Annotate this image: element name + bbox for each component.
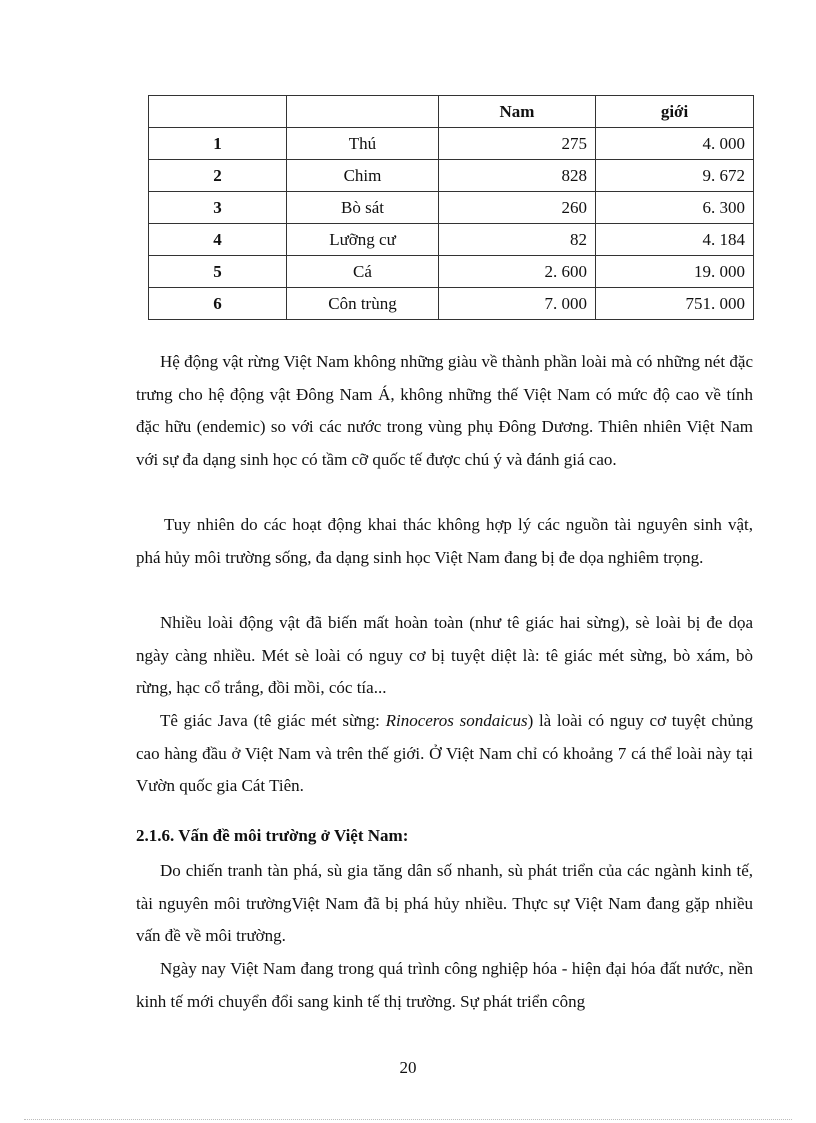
row-index: 6 xyxy=(149,288,287,320)
row-index: 1 xyxy=(149,128,287,160)
row-index: 5 xyxy=(149,256,287,288)
row-name: Cá xyxy=(287,256,439,288)
header-cell-world: giới xyxy=(596,96,754,128)
row-name: Thú xyxy=(287,128,439,160)
row-world-count: 4. 000 xyxy=(596,128,754,160)
row-vietnam-count: 260 xyxy=(439,192,596,224)
paragraph-environment-issues: Do chiến tranh tàn phá, sù gia tăng dân số nhanh, sù phát triển của các ngành kinh tế, tài nguyên môi trườngViệt Nam đã bị phá hủy nhiều. Thực sự Việt Nam đang gặp nhiều vấn đề về môi trường. xyxy=(136,861,753,946)
table-header-row xyxy=(149,96,754,128)
paragraph-endangered-species: Nhiều loài động vật đã biến mất hoàn toàn (như tê giác hai sừng), sè loài bị đe dọa ngày càng nhiều. Mét sè loài có nguy cơ bị tuyệt diệt là: tê giác mét sừng, bò xám, bò rừng, hạc cổ trắng, đồi mồi, cóc tía... xyxy=(136,613,753,698)
paragraph-threats: Tuy nhiên do các hoạt động khai thác không hợp lý các nguồn tài nguyên sinh vật, phá hủy môi trường sống, đa dạng sinh học Việt Nam đang bị đe dọa nghiêm trọng. xyxy=(136,515,753,567)
row-world-count: 751. 000 xyxy=(596,288,754,320)
row-world-count: 6. 300 xyxy=(596,192,754,224)
row-world-count: 9. 672 xyxy=(596,160,754,192)
header-cell-vietnam: Nam xyxy=(439,96,596,128)
table-row xyxy=(149,256,754,288)
table-row xyxy=(149,128,754,160)
header-cell-index xyxy=(149,96,287,128)
paragraph-fauna-diversity: Hệ động vật rừng Việt Nam không những giàu về thành phần loài mà có những nét đặc trưng cho hệ động vật Đông Nam Á, không những thế Việt Nam có mức độ cao về tính đặc hữu (endemic) so với các nước trong vùng phụ Đông Dương. Thiên nhiên Việt Nam với sự đa dạng sinh học có tầm cỡ quốc tế được chú ý và đánh giá cao. xyxy=(136,352,753,469)
row-vietnam-count: 2. 600 xyxy=(439,256,596,288)
table-row xyxy=(149,160,754,192)
row-vietnam-count: 275 xyxy=(439,128,596,160)
header-cell-name xyxy=(287,96,439,128)
row-world-count: 19. 000 xyxy=(596,256,754,288)
row-name: Chim xyxy=(287,160,439,192)
paragraph-java-rhino xyxy=(136,705,753,803)
section-heading: 2.1.6. Vấn đề môi trường ở Việt Nam: xyxy=(136,826,409,845)
row-name: Bò sát xyxy=(287,192,439,224)
java-rhino-text-start: Tê giác Java (tê giác mét sừng: xyxy=(160,711,386,730)
row-vietnam-count: 82 xyxy=(439,224,596,256)
species-table xyxy=(148,95,754,320)
page-number: 20 xyxy=(399,1058,417,1077)
row-name: Lưỡng cư xyxy=(287,224,439,256)
table-row xyxy=(149,224,754,256)
species-scientific-name: Rinoceros sondaicus xyxy=(385,711,528,730)
row-name: Côn trùng xyxy=(287,288,439,320)
row-index: 4 xyxy=(149,224,287,256)
row-vietnam-count: 828 xyxy=(439,160,596,192)
row-world-count: 4. 184 xyxy=(596,224,754,256)
row-index: 2 xyxy=(149,160,287,192)
paragraph-industrialization: Ngày nay Việt Nam đang trong quá trình công nghiệp hóa - hiện đại hóa đất nước, nền kinh tế mới chuyển đổi sang kinh tế thị trường. Sự phát triển công xyxy=(136,959,753,1011)
row-vietnam-count: 7. 000 xyxy=(439,288,596,320)
row-index: 3 xyxy=(149,192,287,224)
table-row xyxy=(149,192,754,224)
table-row xyxy=(149,288,754,320)
java-rhino-text-end: ) là loài có nguy cơ tuyệt chủng cao hàng đầu ở Việt Nam và trên thế giới. Ở Việt Nam chỉ có khoảng 7 cá thể loài này tại Vườn quốc gia Cát Tiên. xyxy=(136,711,753,796)
page-bottom-divider xyxy=(24,1119,792,1120)
